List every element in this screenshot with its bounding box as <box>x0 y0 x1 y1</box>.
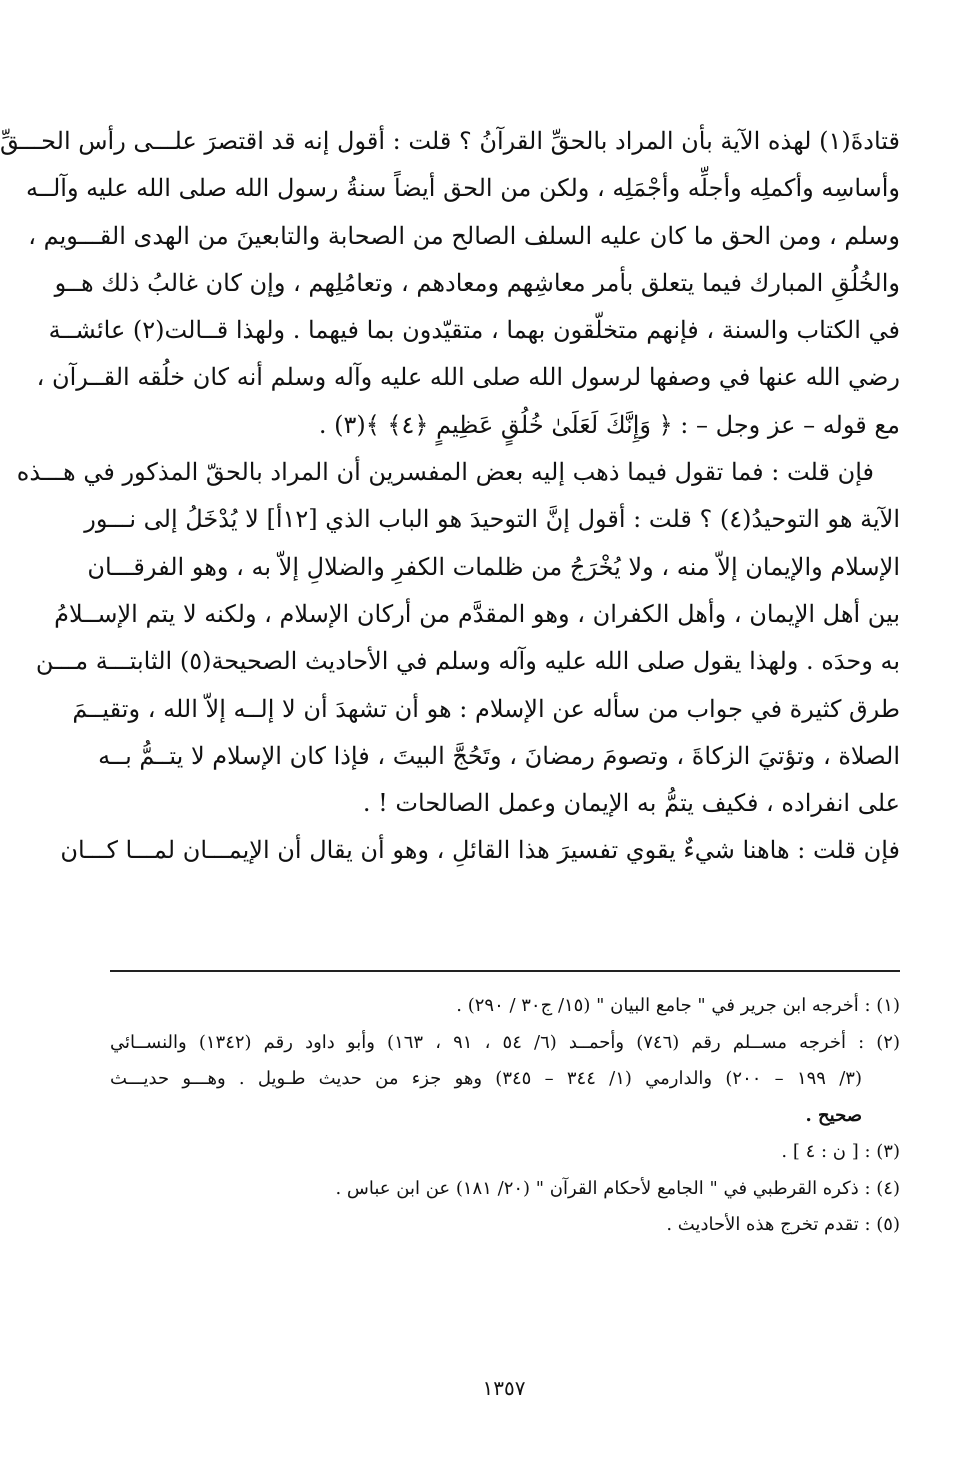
body-line: فإن قلت : هاهنا شيءٌ يقوي تفسيرَ هذا القائلِ ، وهو أن يقال أن الإيمـــان لمـــا كـــان <box>60 836 900 865</box>
body-line: قتادةَ(١) لهذه الآية بأن المراد بالحقِّ القرآنُ ؟ قلت : أقول إنه قد اقتصرَ علـــى رأس الحـــقِّ <box>0 127 900 155</box>
footnote-item: (٢) : أخرجه مســلم رقم (٧٤٦) وأحمــد (٦/ ٥٤ ، ٩١ ، ١٦٣) وأبو داود رقم (١٣٤٢) والنســائي <box>110 1031 900 1053</box>
main-text <box>0 118 900 875</box>
body-line: طرق كثيرة في جواب من سأله عن الإسلام : هو أن تشهدَ أن لا إلــه إلاّ الله ، وتقيــمَ <box>72 694 900 723</box>
footnotes <box>110 988 900 1244</box>
body-line: في الكتاب والسنة ، فإنهم متخلّقون بهما ، متقيّدون بما فيهما . ولهذا قــالت(٢) عائشــة <box>48 316 900 345</box>
body-line: وسلم ، ومن الحق ما كان عليه السلف الصالح من الصحابة والتابعينَ من الهدى القـــويم ، <box>28 221 900 250</box>
body-line: وأساسِه وأكملِه وأجلِّه وأجْمَلِه ، ولكن من الحق أيضاً سنةُ رسول الله صلى الله عليه وآلــه <box>26 174 900 203</box>
body-line: على انفراده ، فكيف يتمُّ به الإيمان وعمل الصالحات ! . <box>362 789 900 818</box>
footnote-item: (٣/ ١٩٩ – ٢٠٠) والدارمي (١/ ٣٤٤ – ٣٤٥) وهو جزء من حديث طـويل . وهـــو حديـــث <box>110 1068 862 1089</box>
footnote-item: (٣) : [ ن : ٤ ] . <box>781 1141 900 1162</box>
body-line: فإن قلت : فما تقول فيما ذهب إليه بعض المفسرين أن المراد بالحقّ المذكور في هـــذه <box>16 458 874 487</box>
footnote-item: صحيح . <box>805 1104 862 1126</box>
body-line: الصلاة ، وتؤتيَ الزكاةَ ، وتصومَ رمضانَ ، وتَحُجَّ البيتَ ، فإذا كان الإسلام لا يتــمُّ بــه <box>98 741 900 770</box>
footnote-item: (١) : أخرجه ابن جرير في " جامع البيان " (١٥/ ج٣٠ / ٢٩٠) . <box>456 995 900 1016</box>
body-line: رضي الله عنها في وصفها لرسول الله صلى الله عليه وآله وسلم أنه كان خلُقه القــرآن ، <box>36 363 900 392</box>
page-body <box>0 118 900 875</box>
footnote-divider <box>110 970 900 972</box>
body-line: به وحدَه . ولهذا يقول صلى الله عليه وآله وسلم في الأحاديث الصحيحة(٥) الثابتـــة مـــن <box>35 647 900 676</box>
body-line: بين أهل الإيمان ، وأهل الكفران ، وهو المقدَّم من أركان الإسلام ، ولكنه لا يتم الإســلامُ <box>54 599 900 628</box>
body-line: مع قوله – عز وجل – : ﴿ وَإِنَّكَ لَعَلَىٰ خُلُقٍ عَظِيمٍ ﴿٤﴾ ﴾(٣) . <box>318 410 900 439</box>
body-line: والخُلُقِ المبارك فيما يتعلق بأمر معاشِهم ومعادهم ، وتعامُلِهم ، وإن كان غالبُ ذلك هــو <box>54 268 900 297</box>
body-line: الإسلام والإيمان إلاّ منه ، ولا يُخْرَجُ من ظلمات الكفرِ والضلالِ إلاّ به ، وهو الفرقـــان <box>87 552 900 581</box>
page-number: ١٣٥٧ <box>482 1376 526 1400</box>
footnote-item: (٥) : تقدم تخرج هذه الأحاديث . <box>666 1214 900 1235</box>
footnote-item: (٤) : ذكره القرطبي في " الجامع لأحكام القرآن " (٢٠/ ١٨١) عن ابن عباس . <box>335 1177 900 1199</box>
body-line: الآية هو التوحيدُ(٤) ؟ قلت : أقول إنَّ التوحيدَ هو الباب الذي [١٢أ] لا يُدْخَلُ إلى نـــور <box>84 505 900 534</box>
